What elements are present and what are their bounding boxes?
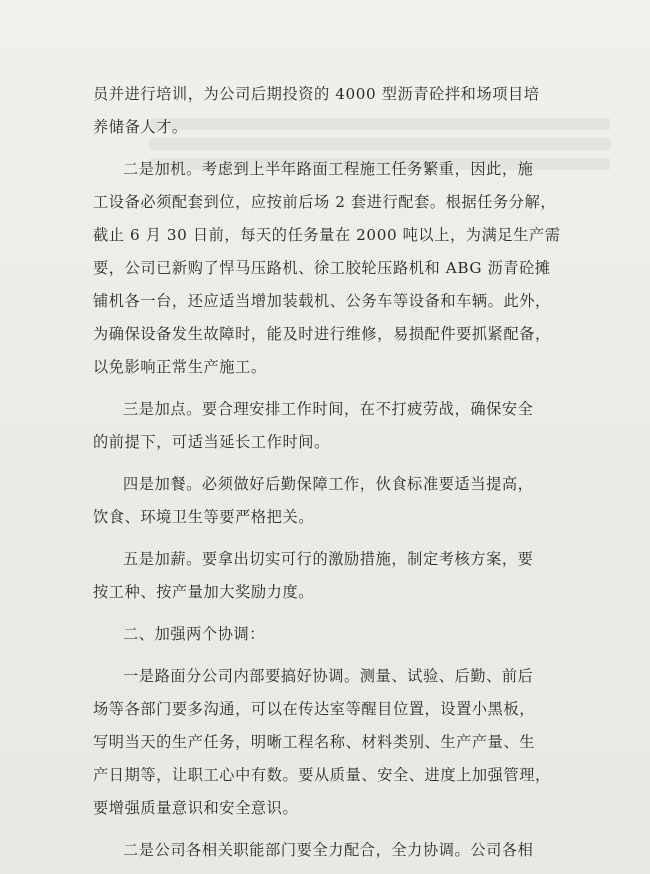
text-line: 场等各部门要多沟通，可以在传达室等醒目位置，设置小黑板，: [93, 700, 536, 718]
text-line: 一是路面分公司内部要搞好协调。测量、试验、后勤、前后: [123, 667, 534, 685]
text-line: 的前提下，可适当延长工作时间。: [93, 433, 330, 451]
text-line: 以免影响正常生产施工。: [93, 358, 267, 376]
text-line: 四是加餐。必须做好后勤保障工作，伙食标准要适当提高，: [123, 475, 534, 493]
text-line: 二是公司各相关职能部门要全力配合，全力协调。公司各相: [123, 841, 534, 859]
text-line: 五是加薪。要拿出切实可行的激励措施，制定考核方案，要: [123, 550, 534, 568]
text-line: 养储备人才。: [93, 118, 188, 136]
text-line: 饮食、环境卫生等要严格把关。: [93, 508, 315, 526]
document-body: [93, 78, 561, 867]
text-line: 产日期等，让职工心中有数。要从质量、安全、进度上加强管理，: [93, 766, 551, 784]
section-heading: 二、加强两个协调：: [123, 625, 266, 643]
text-line: 二是加机。考虑到上半年路面工程施工任务繁重，因此，施: [123, 160, 534, 178]
text-line: 为确保设备发生故障时，能及时进行维修，易损配件要抓紧配备，: [93, 325, 551, 343]
text-line: 工设备必须配套到位，应按前后场 2 套进行配套。根据任务分解，: [93, 193, 557, 211]
text-line: 写明当天的生产任务，明晰工程名称、材料类别、生产产量、生: [93, 733, 536, 751]
text-line: 员并进行培训，为公司后期投资的 4000 型沥青砼拌和场项目培: [93, 85, 540, 103]
text-line: 要增强质量意识和安全意识。: [93, 799, 299, 817]
text-line: 按工种、按产量加大奖励力度。: [93, 583, 315, 601]
text-line: 要，公司已新购了悍马压路机、徐工胶轮压路机和 ABG 沥青砼摊: [93, 259, 551, 277]
text-line: 铺机各一台，还应适当增加装载机、公务车等设备和车辆。此外，: [93, 292, 551, 310]
text-line: 三是加点。要合理安排工作时间，在不打疲劳战，确保安全: [123, 400, 534, 418]
text-line: 截止 6 月 30 日前，每天的任务量在 2000 吨以上，为满足生产需: [93, 226, 561, 244]
